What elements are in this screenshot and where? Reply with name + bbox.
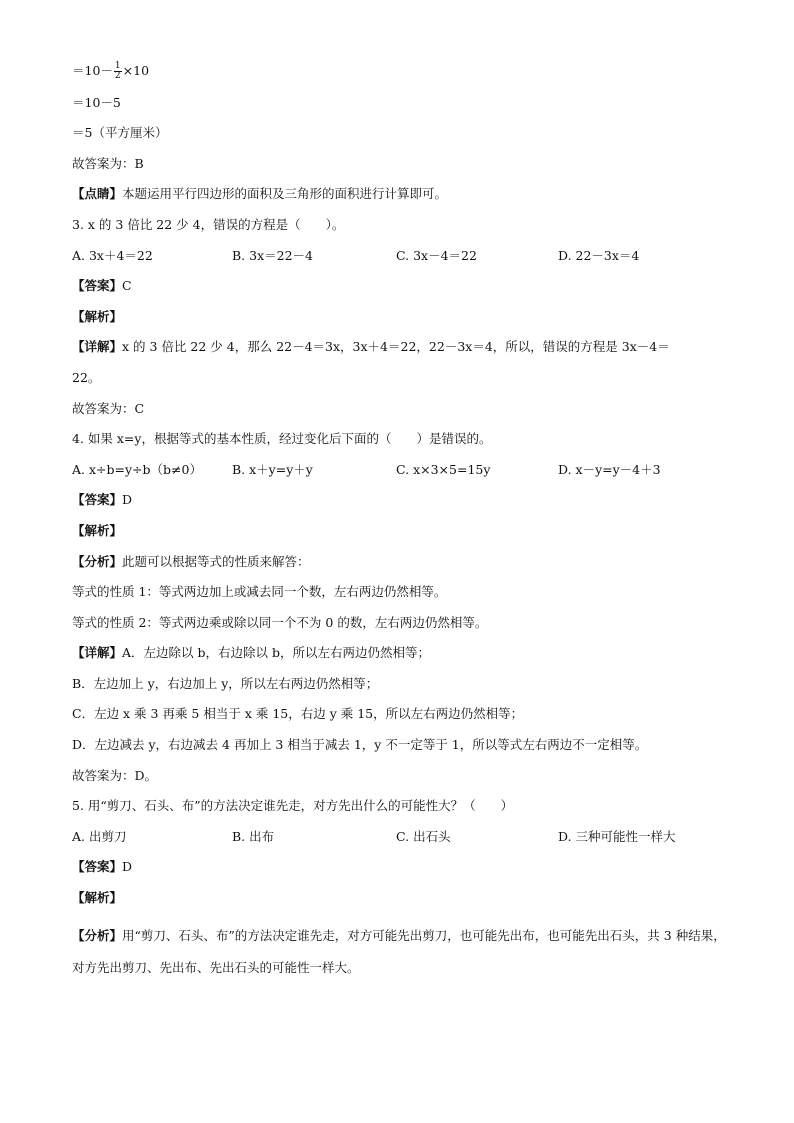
fraction-numerator: 1 <box>114 61 121 71</box>
q4-property-2: 等式的性质 2：等式两边乘或除以同一个不为 0 的数，左右两边仍然相等。 <box>72 614 488 630</box>
q5-option-b: B. 出布 <box>232 828 275 844</box>
q5-stem: 5. 用“剪刀、石头、布”的方法决定谁先走，对方先出什么的可能性大？（ ） <box>72 798 514 814</box>
q5-answer-tag: 【答案】 <box>72 859 123 875</box>
q4-analysis-heading <box>72 522 732 540</box>
q5-option-c: C. 出石头 <box>396 828 451 844</box>
q3-option-b: B. 3x＝22－4 <box>232 247 313 263</box>
calc-line-3: ＝5（平方厘米） <box>72 125 168 141</box>
calc-line-1 <box>72 62 732 81</box>
q4-final-answer: 故答案为：D。 <box>72 767 158 783</box>
calc-line-2: ＝10－5 <box>72 94 121 110</box>
q5-options <box>72 828 732 846</box>
q3-options <box>72 247 732 265</box>
q4-property-1: 等式的性质 1：等式两边加上或减去同一个数，左右两边仍然相等。 <box>72 584 447 600</box>
q5-answer-value: D <box>122 859 133 875</box>
calc-line-1-suffix: ×10 <box>122 63 150 78</box>
q4-detail-c: C．左边 x 乘 3 再乘 5 相当于 x 乘 15，右边 y 乘 15，所以左右两边仍然相等； <box>72 706 524 722</box>
q4-detail <box>72 644 732 662</box>
q4-options <box>72 461 732 479</box>
q5-analysis-heading <box>72 889 732 907</box>
fraction-one-half <box>114 62 122 81</box>
q4-detail-tag: 【详解】 <box>72 645 123 661</box>
q3-detail-text: x 的 3 倍比 22 少 4，那么 22－4＝3x，3x＋4＝22，22－3x＝4，所以，错误的方程是 3x－4＝ <box>122 339 670 355</box>
calc-answer: 故答案为：B <box>72 155 144 171</box>
dianjing-text: 本题运用平行四边形的面积及三角形的面积进行计算即可。 <box>122 186 448 202</box>
q3-detail <box>72 338 732 356</box>
q5-analysis-tag: 【解析】 <box>72 890 123 906</box>
q4-analysis-tag: 【解析】 <box>72 522 123 538</box>
dianjing-paragraph <box>72 185 732 203</box>
q3-stem: 3. x 的 3 倍比 22 少 4，错误的方程是（ ）。 <box>72 216 345 232</box>
q3-analysis-tag: 【解析】 <box>72 308 123 324</box>
document-page <box>72 62 732 996</box>
q3-answer-tag: 【答案】 <box>72 278 123 294</box>
q3-option-d: D. 22－3x＝4 <box>558 247 640 263</box>
q5-option-d: D. 三种可能性一样大 <box>558 828 676 844</box>
q4-detail-d: D．左边减去 y，右边减去 4 再加上 3 相当于减去 1，y 不一定等于 1，所以等式左右两边不一定相等。 <box>72 737 648 753</box>
q3-detail-continued: 22。 <box>72 369 101 385</box>
q4-answer-tag: 【答案】 <box>72 492 123 508</box>
q4-fenxi-text: 此题可以根据等式的性质来解答： <box>122 553 310 569</box>
q5-answer <box>72 858 732 876</box>
q3-answer <box>72 277 732 295</box>
q4-option-b: B. x＋y=y＋y <box>232 461 313 477</box>
q4-fenxi-tag: 【分析】 <box>72 553 123 569</box>
q4-option-c: C. x×3×5=15y <box>396 461 491 477</box>
calc-line-1-prefix: ＝10－ <box>72 63 113 78</box>
q5-fenxi <box>72 920 732 984</box>
q3-answer-value: C <box>122 278 132 294</box>
q3-final-answer: 故答案为：C <box>72 400 145 416</box>
q4-detail-b: B．左边加上 y，右边加上 y，所以左右两边仍然相等； <box>72 675 379 691</box>
q4-option-d: D. x－y=y－4＋3 <box>558 461 661 477</box>
q4-answer-value: D <box>122 492 133 508</box>
q4-option-a: A. x÷b=y÷b（b≠0） <box>72 461 202 477</box>
q5-fenxi-tag: 【分析】 <box>72 927 123 943</box>
q4-stem: 4. 如果 x=y，根据等式的基本性质，经过变化后下面的（ ）是错误的。 <box>72 431 492 447</box>
fraction-denominator: 2 <box>114 71 121 81</box>
q5-fenxi-text: 用“剪刀、石头、布”的方法决定谁先走，对方可能先出剪刀，也可能先出布，也可能先出石头，共 3 种结果，对方先出剪刀、先出布、先出石头的可能性一样大。 <box>72 927 726 975</box>
q4-detail-a: A．左边除以 b，右边除以 b，所以左右两边仍然相等； <box>122 645 430 661</box>
q5-option-a: A. 出剪刀 <box>72 828 127 844</box>
q4-answer <box>72 491 732 509</box>
dianjing-tag: 【点睛】 <box>72 186 123 202</box>
q3-detail-tag: 【详解】 <box>72 339 123 355</box>
q3-option-a: A. 3x＋4＝22 <box>72 247 153 263</box>
q3-option-c: C. 3x－4＝22 <box>396 247 477 263</box>
q4-fenxi <box>72 553 732 571</box>
q3-analysis-heading <box>72 308 732 326</box>
